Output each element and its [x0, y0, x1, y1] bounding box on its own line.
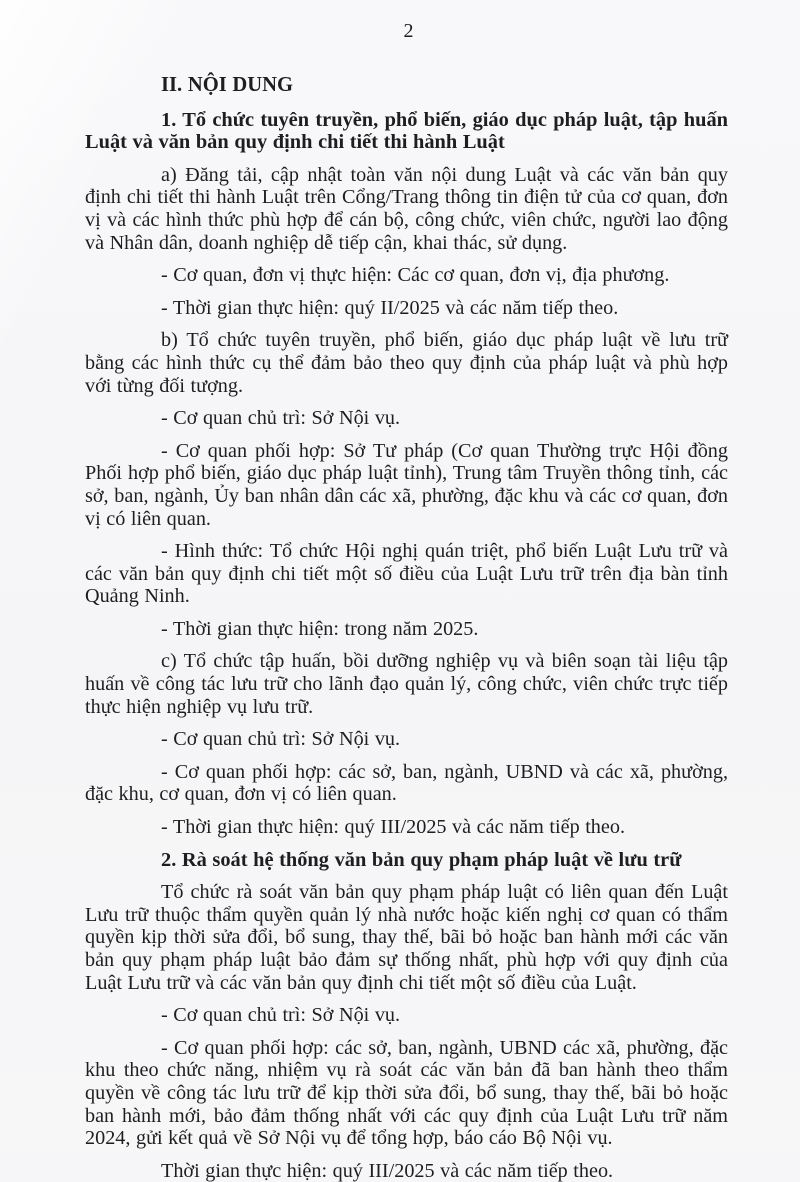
task1-c-lead-agency: - Cơ quan chủ trì: Sở Nội vụ.: [161, 728, 401, 751]
task1-b-lead-agency: - Cơ quan chủ trì: Sở Nội vụ.: [161, 407, 401, 430]
task1-c-coordinating-agencies: - Cơ quan phối hợp: các sở, ban, ngành, UBND và các xã, phường, đặc khu, cơ quan, đơn vị có liên quan.: [85, 760, 728, 806]
task1-b-time: - Thời gian thực hiện: trong năm 2025.: [161, 617, 479, 640]
task1-b-format: - Hình thức: Tổ chức Hội nghị quán triệt, phổ biến Luật Lưu trữ và các văn bản quy định chi tiết một số điều của Luật Lưu trữ trên địa bàn tỉnh Quảng Ninh.: [85, 540, 728, 608]
task1-heading: 1. Tổ chức tuyên truyền, phổ biến, giáo dục pháp luật, tập huấn Luật và văn bản quy định chi tiết thi hành Luật: [85, 108, 728, 154]
task2-lead-agency: - Cơ quan chủ trì: Sở Nội vụ.: [161, 1004, 401, 1027]
task2-heading: 2. Rà soát hệ thống văn bản quy phạm pháp luật về lưu trữ: [161, 848, 682, 871]
section-heading: II. NỘI DUNG: [161, 74, 294, 96]
task1-b-coordinating-agencies: - Cơ quan phối hợp: Sở Tư pháp (Cơ quan Thường trực Hội đồng Phối hợp phổ biến, giáo dục pháp luật tỉnh), Trung tâm Truyền thông tỉnh, các sở, ban, ngành, Ủy ban nhân dân các xã, phường, đặc khu và các cơ quan, đơn vị có liên quan.: [85, 439, 728, 530]
task1-c-time: - Thời gian thực hiện: quý III/2025 và các năm tiếp theo.: [161, 816, 626, 839]
task2-paragraph: Tổ chức rà soát văn bản quy phạm pháp luật có liên quan đến Luật Lưu trữ thuộc thẩm quyền quản lý nhà nước hoặc kiến nghị cơ quan có thẩm quyền kịp thời sửa đổi, bổ sung, thay thế, bãi bỏ hoặc ban hành mới các văn bản quy phạm pháp luật bảo đảm sự thống nhất, phù hợp với quy định của Luật Lưu trữ và các văn bản quy định chi tiết một số điều của Luật.: [85, 881, 728, 994]
task1-item-b: b) Tổ chức tuyên truyền, phổ biến, giáo dục pháp luật về lưu trữ bằng các hình thức cụ thể đảm bảo theo quy định của pháp luật và phù hợp với từng đối tượng.: [85, 329, 728, 397]
task1-item-a: a) Đăng tải, cập nhật toàn văn nội dung Luật và các văn bản quy định chi tiết thi hành Luật trên Cổng/Trang thông tin điện tử của cơ quan, đơn vị và các hình thức phù hợp để cán bộ, công chức, viên chức, người lao động và Nhân dân, doanh nghiệp dễ tiếp cận, khai thác, sử dụng.: [85, 163, 728, 254]
task1-a-time: - Thời gian thực hiện: quý II/2025 và các năm tiếp theo.: [161, 296, 619, 319]
task1-item-c: c) Tổ chức tập huấn, bồi dưỡng nghiệp vụ và biên soạn tài liệu tập huấn về công tác lưu trữ cho lãnh đạo quản lý, công chức, viên chức trực tiếp thực hiện nghiệp vụ lưu trữ.: [85, 650, 728, 718]
task2-coordinating-agencies: - Cơ quan phối hợp: các sở, ban, ngành, UBND các xã, phường, đặc khu theo chức năng, nhiệm vụ rà soát các văn bản đã ban hành theo thẩm quyền về công tác lưu trữ để kịp thời sửa đổi, bổ sung, thay thế, bãi bỏ hoặc ban hành mới, bảo đảm thống nhất với các quy định của Luật Lưu trữ năm 2024, gửi kết quả về Sở Nội vụ để tổng hợp, báo cáo Bộ Nội vụ.: [85, 1036, 728, 1150]
task1-a-agency: - Cơ quan, đơn vị thực hiện: Các cơ quan, đơn vị, địa phương.: [161, 264, 670, 287]
task2-time: Thời gian thực hiện: quý III/2025 và các năm tiếp theo.: [161, 1159, 614, 1182]
page-number: 2: [403, 20, 414, 42]
